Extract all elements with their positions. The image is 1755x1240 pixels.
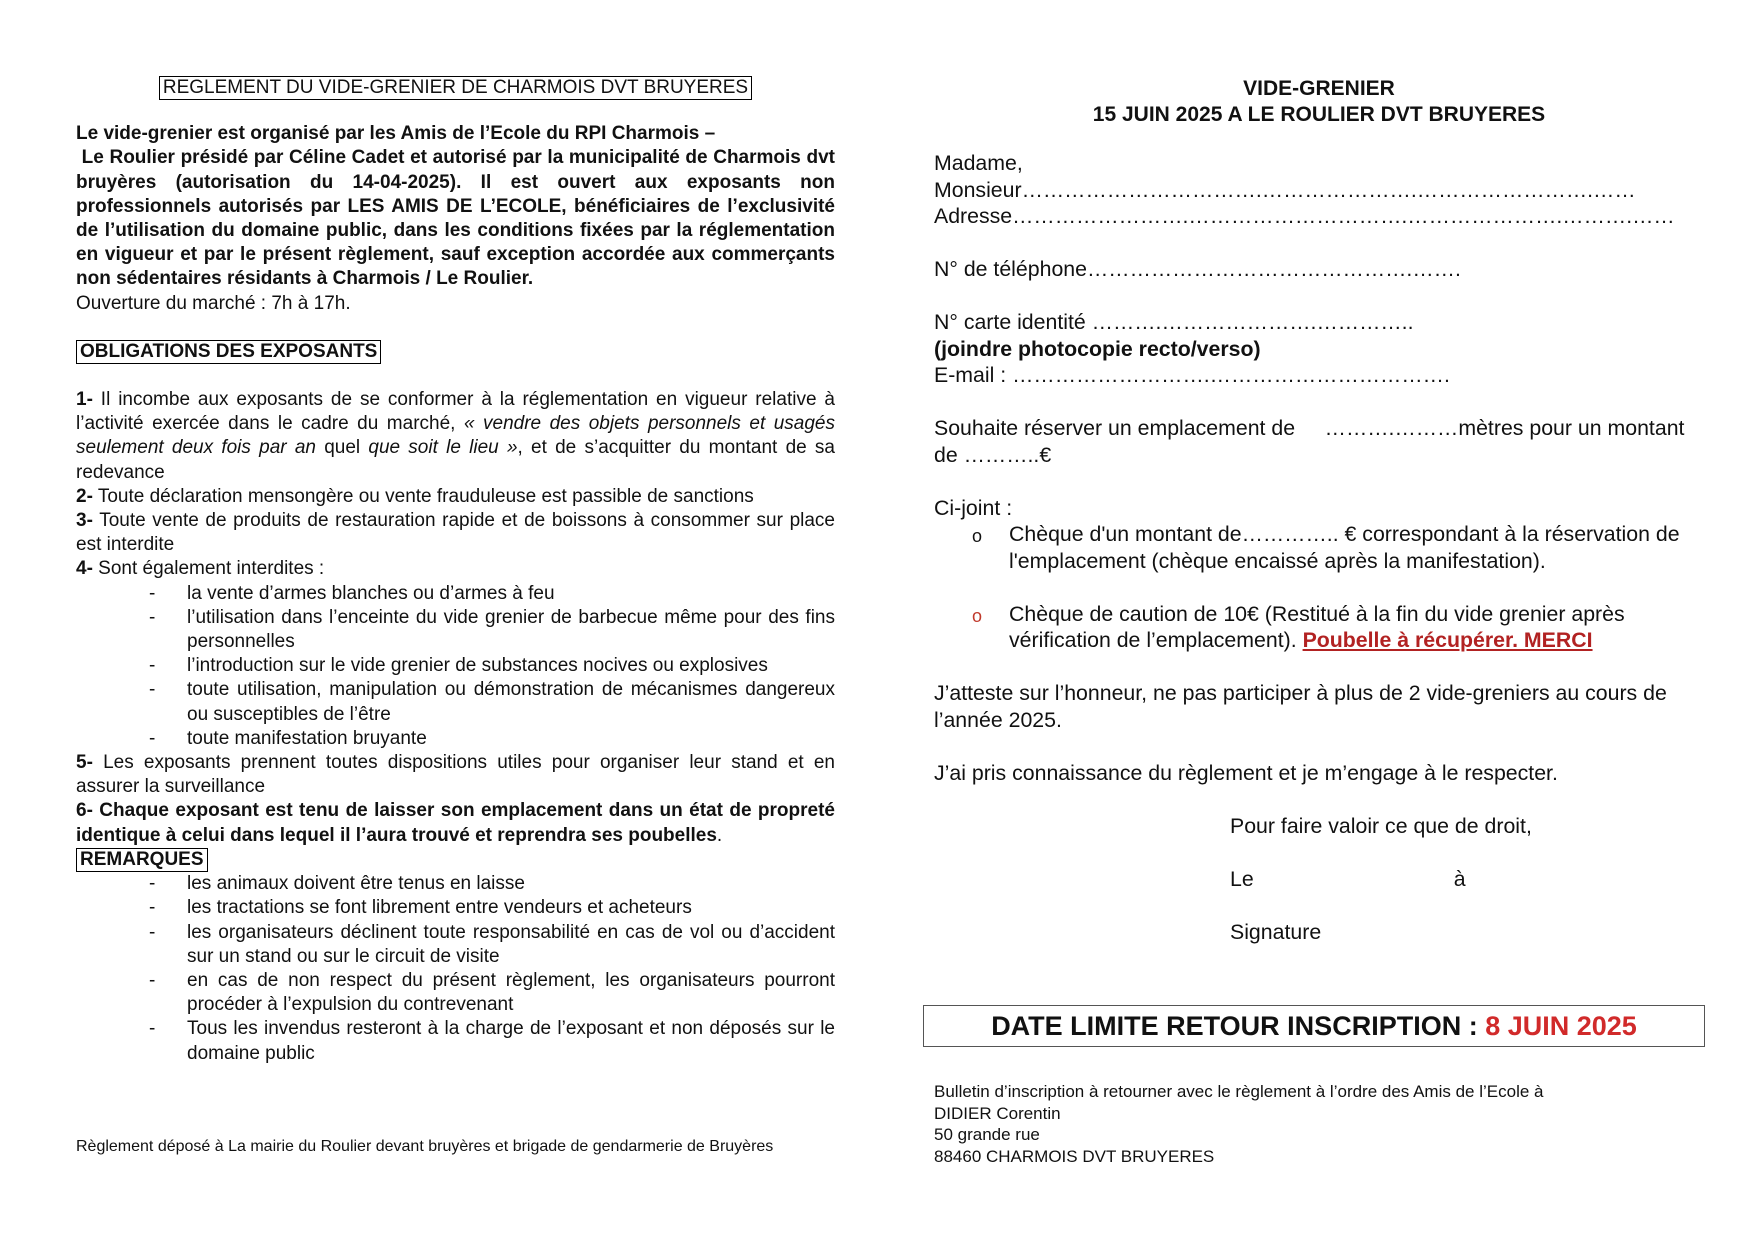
rules-title-wrap <box>76 76 835 100</box>
address-field[interactable]: Adresse…………………….………………………….………………….……….…… <box>934 204 1675 228</box>
list-item: - les tractations se font librement entre vendeurs et acheteurs <box>76 896 835 920</box>
intro-line-1: Le vide-grenier est organisé par les Amis de l’Ecole du RPI Charmois – <box>76 123 716 145</box>
rule-2-text: Toute déclaration mensongère ou vente frauduleuse est passible de sanctions <box>92 485 754 507</box>
rules-footer: Règlement déposé à La mairie du Roulier devant bruyères et brigade de gendarmerie de Bruyères <box>76 1138 774 1155</box>
place-label: à <box>1453 866 1466 891</box>
cheque-amount-item: o Chèque d'un montant de………….. € correspondant à la réservation de l'emplacement (chèque encaissé après la manifestation). <box>934 521 1704 574</box>
phone-field[interactable]: N° de téléphone……………………………………….……. <box>934 257 1461 281</box>
rule-5 <box>76 751 835 799</box>
rule-6-text: 6- Chaque exposant est tenu de laisser son emplacement dans un état de propreté identique à celui dans lequel il l’aura trouvé et reprendra ses poubelles <box>76 800 835 846</box>
rule-4-number: 4- <box>76 558 93 580</box>
rule-4 <box>76 557 835 581</box>
certify-line: Pour faire valoir ce que de droit, <box>1230 813 1532 838</box>
remarks-list <box>76 872 835 1066</box>
email-field[interactable]: E-mail : ……………………….……………………………. <box>934 363 1450 387</box>
list-item: - Tous les invendus resteront à la charge de l’exposant et non déposés sur le domaine public <box>76 1017 835 1065</box>
list-item: - en cas de non respect du présent règlement, les organisateurs pourront procéder à l’expulsion du contrevenant <box>76 969 835 1017</box>
signature-label: Signature <box>1230 919 1322 944</box>
list-item: - les organisateurs déclinent toute responsabilité en cas de vol ou d’accident sur un stand ou sur le circuit de visite <box>76 921 835 969</box>
list-item: - toute manifestation bruyante <box>76 727 835 751</box>
rule-6-end: . <box>716 824 723 846</box>
rule-4-list <box>76 582 835 751</box>
form-title <box>934 76 1704 128</box>
rule-1-text-d: que soit le lieu » <box>368 437 518 459</box>
recipient-name: DIDIER Corentin <box>934 1103 1061 1123</box>
obligations-heading: OBLIGATIONS DES EXPOSANTS <box>76 340 381 364</box>
rule-2 <box>76 485 835 509</box>
rule-2-number: 2- <box>76 485 93 507</box>
rule-1-text-e: , et de s’acquitter du montant de sa redevance <box>76 437 835 483</box>
rule-1-number: 1- <box>76 389 93 411</box>
reservation-field[interactable]: Souhaite réserver un emplacement de ……….………mètres pour un montant de ………..€ <box>934 416 1691 467</box>
rule-4-text: Sont également interdites : <box>92 558 325 580</box>
intro-line-2: Le Roulier présidé par Céline Cadet et autorisé par la municipalité de Charmois dvt bruyères (autorisation du 14-04-2025). Il est ouvert aux exposants non professionnels autorisés par LES AMIS DE L’ECOLE, bénéficiaires de l’exclusivité de l’utilisation du domaine public, dans les conditions fixées par la réglementation en vigueur et par le présent règlement, sauf exception accordée aux commerçants non sédentaires résidants à Charmois / Le Roulier. <box>76 147 841 290</box>
deposit-list <box>934 601 1704 654</box>
rules-acknowledgement: J’ai pris connaissance du règlement et je m’engage à le respecter. <box>934 760 1558 785</box>
deadline-label: DATE LIMITE RETOUR INSCRIPTION : <box>991 1011 1486 1041</box>
rule-1-text-c: quel <box>315 437 369 459</box>
registration-column <box>934 76 1704 945</box>
rule-3 <box>76 509 835 557</box>
monsieur-field[interactable]: Monsieur…………………………….………………….…………………….…… <box>934 177 1636 202</box>
list-item: - toute utilisation, manipulation ou démonstration de mécanismes dangereux ou susceptibles de l’être <box>76 678 835 726</box>
list-item: - l’introduction sur le vide grenier de substances nocives ou explosives <box>76 654 835 678</box>
rule-1 <box>76 388 835 485</box>
form-title-line-2: 15 JUIN 2025 A LE ROULIER DVT BRUYERES <box>1092 103 1546 126</box>
rules-column <box>76 76 841 1066</box>
rule-1-text-a: Il incombe aux exposants de se conformer à la réglementation en vigueur relative à l’activité exercée dans le cadre du marché, <box>76 389 835 435</box>
rule-3-text: Toute vente de produits de restauration rapide et de boissons à consommer sur place est interdite <box>76 510 835 556</box>
return-address <box>934 1081 1654 1167</box>
form-title-line-1: VIDE-GRENIER <box>1243 77 1395 100</box>
list-item: - la vente d’armes blanches ou d’armes à feu <box>76 582 835 606</box>
recipient-city: 88460 CHARMOIS DVT BRUYERES <box>934 1146 1215 1166</box>
madame-label: Madame, <box>934 151 1023 175</box>
rule-1-text-b: « vendre des objets personnels et usagés seulement deux fois par an <box>76 413 835 459</box>
date-place-line <box>934 866 1704 893</box>
attached-label: Ci-joint : <box>934 495 1013 520</box>
recipient-street: 50 grande rue <box>934 1125 1040 1144</box>
rule-5-number: 5- <box>76 752 93 774</box>
deposit-cheque-text: Chèque de caution de 10€ (Restitué à la fin du vide grenier après vérification de l’emplacement). <box>1009 601 1625 652</box>
remarks-heading: REMARQUES <box>76 848 208 872</box>
return-instructions: Bulletin d’inscription à retourner avec le règlement à l’ordre des Amis de l’Ecole à <box>934 1082 1544 1101</box>
deadline-date: 8 JUIN 2025 <box>1485 1011 1637 1041</box>
attachments-list <box>934 521 1704 574</box>
trash-notice: Poubelle à récupérer. MERCI <box>1302 628 1593 652</box>
rule-5-text: Les exposants prennent toutes dispositions utiles pour organiser leur stand et en assurer la surveillance <box>76 752 835 798</box>
photocopy-note: (joindre photocopie recto/verso) <box>934 336 1261 361</box>
honor-statement: J’atteste sur l’honneur, ne pas participer à plus de 2 vide-greniers au cours de l’année 2025. <box>934 681 1667 732</box>
id-card-field[interactable]: N° carte identité ……….………………….………….. <box>934 310 1414 334</box>
deadline-box <box>923 1005 1705 1047</box>
rules-title: REGLEMENT DU VIDE-GRENIER DE CHARMOIS DVT BRUYERES <box>159 76 752 100</box>
list-item: - les animaux doivent être tenus en laisse <box>76 872 835 896</box>
opening-hours: Ouverture du marché : 7h à 17h. <box>76 292 351 314</box>
deposit-cheque-item <box>934 601 1704 654</box>
rule-3-number: 3- <box>76 510 93 532</box>
date-label: Le <box>1230 866 1254 891</box>
list-item: - l’utilisation dans l’enceinte du vide grenier de barbecue même pour des fins personnelles <box>76 606 835 654</box>
rule-6 <box>76 799 835 847</box>
intro-paragraph <box>76 122 841 291</box>
